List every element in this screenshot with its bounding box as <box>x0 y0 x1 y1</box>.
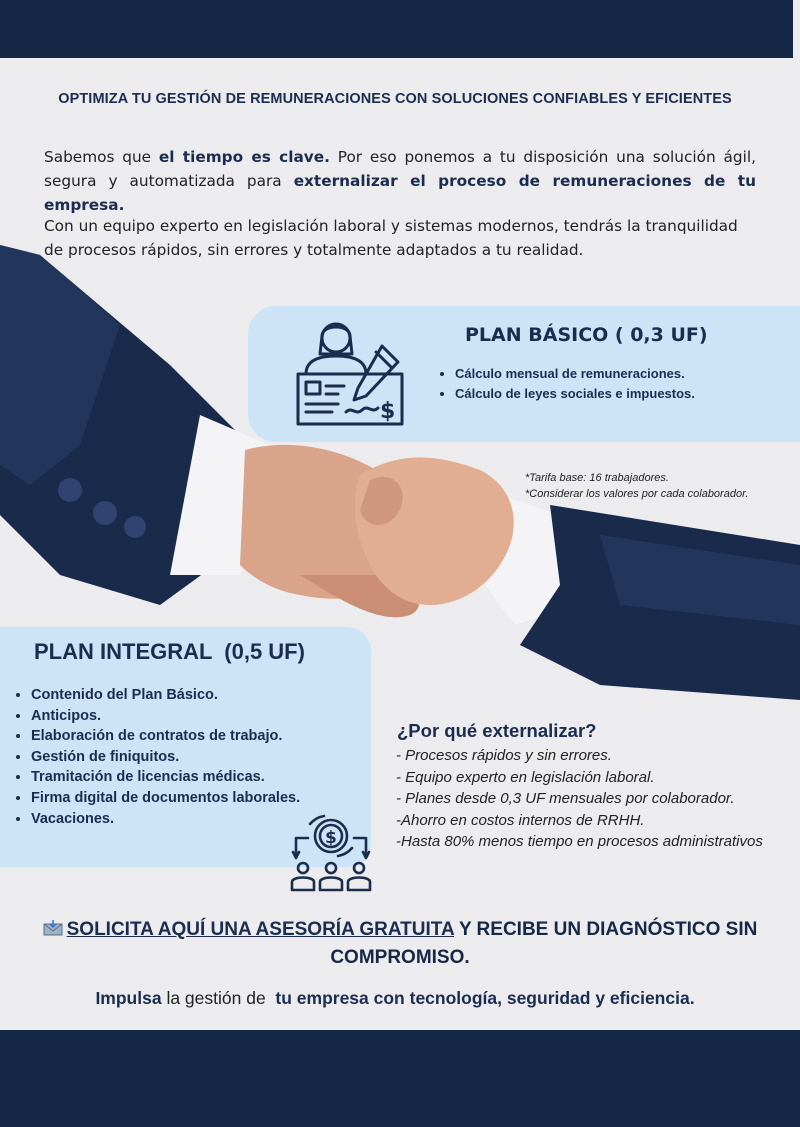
envelope-icon <box>43 920 63 936</box>
tagline-emphasis: Impulsa <box>95 988 162 1008</box>
intro-emphasis: externalizar el proceso de remuneraciones de tu empresa. <box>44 172 756 214</box>
list-item: • Elaboración de contratos de trabajo. <box>31 726 300 747</box>
why-outsource-title: ¿Por qué externalizar? <box>397 720 597 741</box>
list-item: • Anticipos. <box>31 706 300 727</box>
why-outsource-list <box>396 745 763 853</box>
svg-text:$: $ <box>325 828 337 848</box>
tagline <box>0 988 790 1009</box>
call-to-action <box>20 916 780 972</box>
plan-integral-list <box>11 685 300 829</box>
intro-emphasis: el tiempo es clave. <box>158 148 330 166</box>
tagline-emphasis: tu empresa con tecnología, seguridad y eficiencia. <box>275 988 695 1008</box>
intro-paragraph-2: Con un equipo experto en legislación laboral y sistemas modernos, tendrás la tranquilidad de procesos rápidos, sin errores y totalmente adaptados a tu realidad. <box>44 217 738 259</box>
list-item: • Contenido del Plan Básico. <box>31 685 300 706</box>
list-item: • Cálculo de leyes sociales e impuestos. <box>455 384 695 404</box>
tagline-text: la gestión de <box>161 988 276 1008</box>
pricing-notes <box>525 470 748 502</box>
free-consultation-link[interactable]: SOLICITA AQUÍ UNA ASESORÍA GRATUITA <box>66 919 455 940</box>
list-item: • Gestión de finiquitos. <box>31 747 300 768</box>
list-item: -Ahorro en costos internos de RRHH. <box>396 811 645 829</box>
cta-text: Y RECIBE UN DIAGNÓSTICO SIN COMPROMISO. <box>330 919 758 968</box>
intro-text: Por eso ponemos a tu disposición una solución ágil, segura y automatizada para <box>44 148 756 190</box>
intro-paragraph-1 <box>44 145 756 217</box>
plan-integral-title: PLAN INTEGRAL (0,5 UF) <box>34 639 305 664</box>
payroll-worker-icon <box>292 316 412 428</box>
note-line: *Considerar los valores por cada colaborador. <box>525 488 749 500</box>
list-item: • Cálculo mensual de remuneraciones. <box>455 364 695 384</box>
note-line: *Tarifa base: 16 trabajadores. <box>525 472 669 484</box>
list-item: • Firma digital de documentos laborales. <box>31 788 300 809</box>
list-item: -Hasta 80% menos tiempo en procesos administrativos <box>396 833 763 850</box>
plan-basico-card <box>248 306 800 442</box>
list-item: - Equipo experto en legislación laboral. <box>396 768 655 786</box>
list-item: - Planes desde 0,3 UF mensuales por colaborador. <box>396 790 735 807</box>
svg-text:$: $ <box>380 399 396 424</box>
money-distribution-icon <box>288 812 374 892</box>
list-item: - Procesos rápidos y sin errores. <box>396 747 612 764</box>
list-item: • Vacaciones. <box>31 809 300 830</box>
list-item: • Tramitación de licencias médicas. <box>31 767 300 788</box>
intro-text: Sabemos que <box>44 148 159 166</box>
top-banner <box>0 0 793 58</box>
plan-basico-title: PLAN BÁSICO ( 0,3 UF) <box>465 324 708 346</box>
page-heading: OPTIMIZA TU GESTIÓN DE REMUNERACIONES CON SOLUCIONES CONFIABLES Y EFICIENTES <box>58 91 732 107</box>
bottom-banner <box>0 1030 800 1127</box>
plan-basico-list <box>435 364 695 404</box>
